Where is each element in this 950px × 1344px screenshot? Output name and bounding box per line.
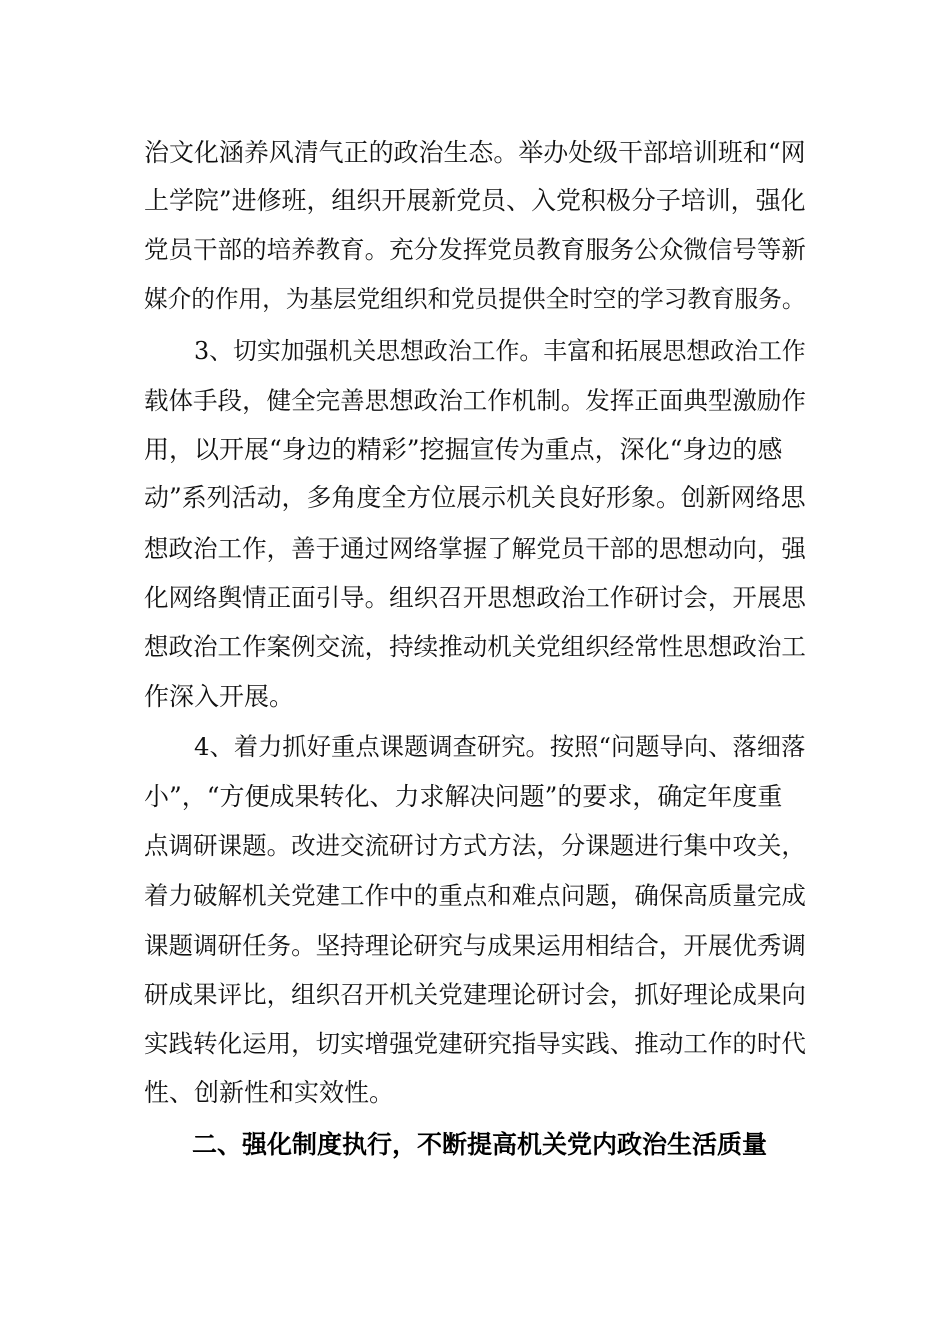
text-line: 点调研课题。改进交流研讨方式方法，分课题进行集中攻关， — [144, 831, 806, 860]
paragraph-first-line: 4、着力抓好重点课题调查研究。按照“问题导向、落细落 — [194, 732, 806, 761]
text-line: 媒介的作用，为基层党组织和党员提供全时空的学习教育服务。 — [144, 285, 806, 313]
text-line: 党员干部的培养教育。充分发挥党员教育服务公众微信号等新 — [144, 235, 806, 264]
text-line: 小”，“方便成果转化、力求解决问题”的要求，确定年度重 — [144, 782, 783, 811]
text-line: 用，以开展“身边的精彩”挖掘宣传为重点，深化“身边的感 — [144, 435, 783, 464]
text-line: 作深入开展。 — [144, 682, 295, 711]
text-line: 着力破解机关党建工作中的重点和难点问题，确保高质量完成 — [144, 881, 806, 910]
text-line: 想政治工作，善于通过网络掌握了解党员干部的思想动向，强 — [144, 534, 806, 563]
text-line: 动”系列活动，多角度全方位展示机关良好形象。创新网络思 — [144, 483, 806, 512]
paragraph-first-line: 3、切实加强机关思想政治工作。丰富和拓展思想政治工作 — [194, 337, 806, 365]
text-line: 化网络舆情正面引导。组织召开思想政治工作研讨会，开展思 — [144, 583, 806, 612]
section-heading: 二、强化制度执行，不断提高机关党内政治生活质量 — [192, 1130, 768, 1159]
text-line: 研成果评比，组织召开机关党建理论研讨会，抓好理论成果向 — [144, 980, 806, 1009]
text-line: 实践转化运用，切实增强党建研究指导实践、推动工作的时代 — [144, 1029, 806, 1058]
text-line: 想政治工作案例交流，持续推动机关党组织经常性思想政治工 — [144, 632, 806, 661]
text-line: 上学院”进修班，组织开展新党员、入党积极分子培训，强化 — [144, 186, 806, 215]
text-line: 课题调研任务。坚持理论研究与成果运用相结合，开展优秀调 — [144, 931, 806, 960]
text-line: 载体手段，健全完善思想政治工作机制。发挥正面典型激励作 — [144, 386, 806, 415]
text-line: 治文化涵养风清气正的政治生态。举办处级干部培训班和“网 — [144, 138, 806, 167]
text-line: 性、创新性和实效性。 — [144, 1078, 395, 1107]
